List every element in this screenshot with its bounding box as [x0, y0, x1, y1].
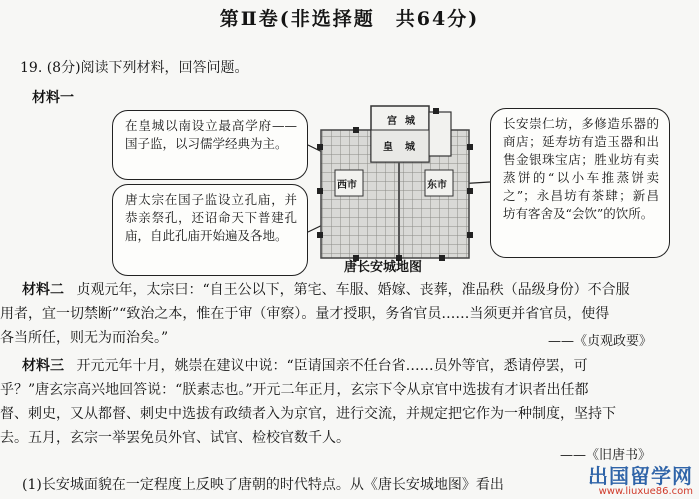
- map-label-cheng: 城: [405, 116, 415, 127]
- watermark-url: www.liuxue86.com: [598, 486, 693, 497]
- material2-line2: 用者，宜一切禁断”“致治之本，惟在于审（审察）。量才授职，务省官员……当须更并省官员，使得: [0, 306, 610, 322]
- material3-line3: 督、刺史，又从都督、刺史中选拔有政绩者入为京官，进行交流，并规定把它作为一种制度，坚持下: [0, 406, 616, 422]
- map-label-xishi: 西市: [337, 180, 357, 191]
- section-title: 第Ⅱ卷(非选择题 共64分): [219, 8, 480, 30]
- material2-line1: [0, 278, 699, 302]
- callout-kongmiao: 唐太宗在国子监设立孔庙，并恭亲祭孔，还诏命天下普建孔庙，自此孔庙开始遍及各地。: [112, 184, 308, 276]
- material3-line2: 乎？”唐玄宗高兴地回答说：“朕素志也。”开元二年正月，玄宗下令从京官中选拔有才识者出任都: [0, 382, 589, 398]
- material3-label: 材料三: [22, 358, 64, 374]
- material2-source: ——《贞观政要》: [548, 334, 653, 349]
- material2-text1: 贞观元年，太宗曰：“自王公以下，第宅、车服、婚嫁、丧葬，准品秩（品级身份）不合服: [76, 282, 630, 298]
- callout-fang-shops: 长安崇仁坊，多修造乐器的商店；延寿坊有造玉器和出售金银珠宝店；胜业坊有卖蒸饼的“以小车推蒸饼卖之”；永昌坊有茶肆；新昌坊有客舍及“会饮”的饮所。: [490, 108, 670, 258]
- map-label-cheng2: 城: [405, 142, 415, 153]
- material2-label: 材料二: [22, 282, 64, 298]
- material2-line3: 各当所任，则无为而治矣。”: [0, 330, 169, 346]
- callout-guozijian: 在皇城以南设立最高学府——国子监，以习儒学经典为主。: [112, 110, 308, 180]
- material3-line4: 去。五月，玄宗一举罢免员外官、试官、检校官数千人。: [0, 430, 350, 446]
- material1-label: 材料一: [32, 90, 74, 106]
- sub-question-1: (1)长安城面貌在一定程度上反映了唐朝的时代特点。从《唐长安城地图》看出: [22, 477, 504, 493]
- map-label-huang: 皇: [383, 142, 393, 153]
- map-label-gong: 宫: [387, 116, 397, 127]
- watermark-name: 出国留学网: [588, 464, 693, 488]
- site-watermark: [555, 460, 693, 496]
- material3-line1: [0, 354, 699, 378]
- question-prompt: 阅读下列材料，回答问题。: [80, 60, 249, 76]
- changan-map: [313, 100, 483, 272]
- material3-text1: 开元元年十月，姚崇在建议中说：“臣请国亲不任台省……员外等官，悉请停罢，可: [76, 358, 588, 374]
- question-number: 19.: [20, 60, 43, 76]
- material3-source: ——《旧唐书》: [560, 448, 652, 463]
- map-label-dongshi: 东市: [427, 180, 447, 191]
- map-caption: 唐长安城地图: [344, 260, 423, 275]
- question-points: (8分): [46, 60, 81, 76]
